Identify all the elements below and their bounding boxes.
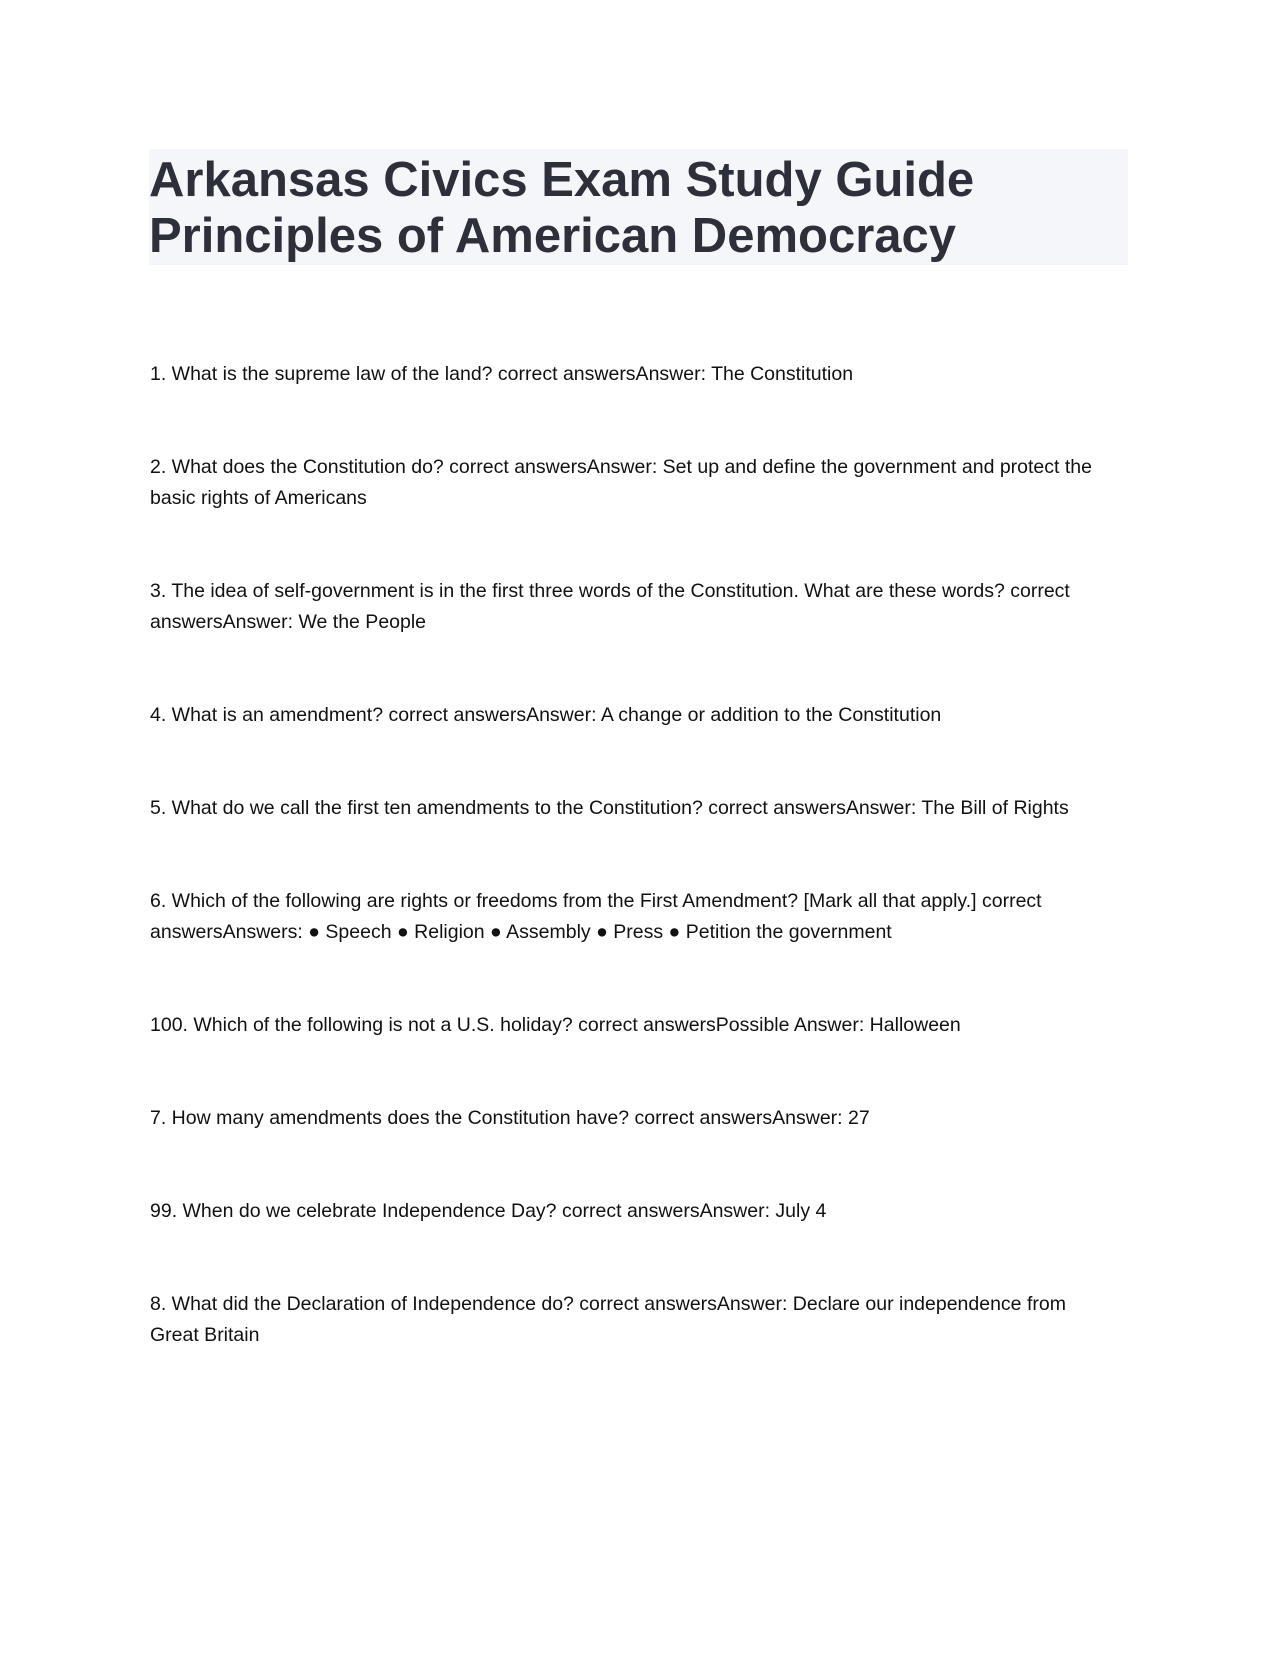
question-item: 3. The idea of self-government is in the first three words of the Constitution. What are these words? correct answersAnswer: We the People xyxy=(150,580,1070,633)
title-block xyxy=(149,149,1128,265)
question-item: 7. How many amendments does the Constitution have? correct answersAnswer: 27 xyxy=(150,1107,870,1129)
document-title xyxy=(149,149,1128,264)
title-line-1: Arkansas Civics Exam Study Guide xyxy=(149,153,975,207)
question-item: 100. Which of the following is not a U.S. holiday? correct answersPossible Answer: Halloween xyxy=(150,1014,961,1036)
question-item: 4. What is an amendment? correct answersAnswer: A change or addition to the Constitution xyxy=(150,704,942,726)
question-item: 6. Which of the following are rights or freedoms from the First Amendment? [Mark all that apply.] correct answersAnswers: ● Speech ● Religion ● Assembly ● Press ● Petition the government xyxy=(150,890,1042,943)
question-item: 1. What is the supreme law of the land? correct answersAnswer: The Constitution xyxy=(150,363,854,385)
title-line-2: Principles of American Democracy xyxy=(149,209,957,263)
question-item: 2. What does the Constitution do? correct answersAnswer: Set up and define the government and protect the basic rights of Americans xyxy=(150,456,1092,509)
question-item: 5. What do we call the first ten amendments to the Constitution? correct answersAnswer: The Bill of Rights xyxy=(150,797,1069,819)
question-list xyxy=(150,359,1110,1413)
question-item: 99. When do we celebrate Independence Day? correct answersAnswer: July 4 xyxy=(150,1200,827,1222)
question-item: 8. What did the Declaration of Independence do? correct answersAnswer: Declare our independence from Great Britain xyxy=(150,1293,1066,1346)
